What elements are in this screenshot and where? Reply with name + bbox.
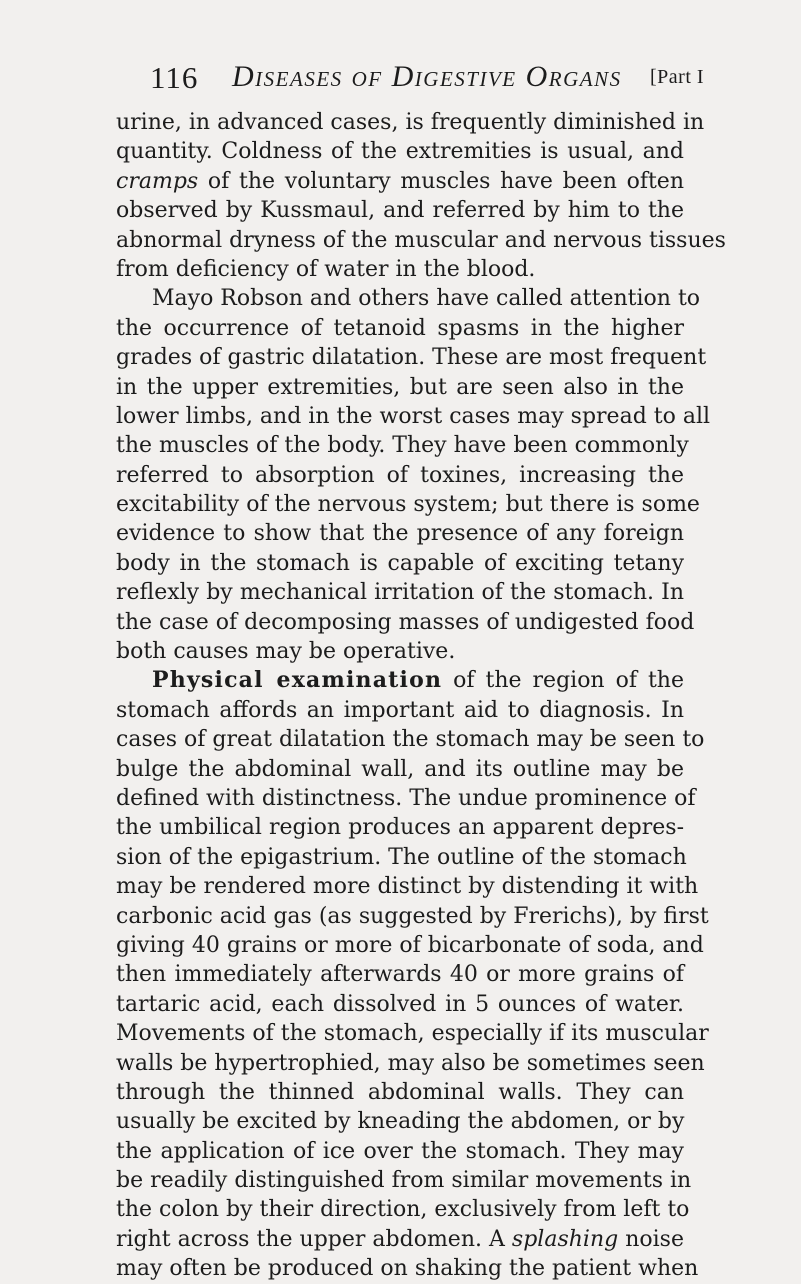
running-title: Diseases of Digestive Organs (232, 60, 622, 93)
text-line: Mayo Robson and others have called attention to (152, 286, 701, 312)
text-line: tartaric acid, each dissolved in 5 ounces of water. (116, 991, 684, 1017)
text-line: lower limbs, and in the worst cases may spread to all (116, 403, 711, 429)
running-head (150, 60, 750, 100)
text-line: reflexly by mechanical irritation of the stomach. In (116, 580, 684, 606)
text-line: quantity. Coldness of the extremities is usual, and (116, 139, 684, 165)
text-line: cramps of the voluntary muscles have been often (116, 168, 684, 194)
emphasis-splashing: splashing (511, 1226, 619, 1252)
text-line: may often be produced on shaking the patient when (116, 1256, 699, 1282)
text-line: in the upper extremities, but are seen also in the (116, 374, 684, 400)
text-line: the colon by their direction, exclusively from left to (116, 1197, 690, 1223)
text-line: stomach affords an important aid to diagnosis. In (116, 697, 684, 723)
text-line: then immediately afterwards 40 or more grains of (116, 962, 684, 988)
text-line: evidence to show that the presence of any foreign (116, 521, 684, 547)
text-line: may be rendered more distinct by distending it with (116, 874, 699, 900)
page-number: 116 (150, 60, 199, 95)
text-line: the muscles of the body. They have been commonly (116, 433, 689, 459)
text-line: sion of the epigastrium. The outline of the stomach (116, 844, 687, 870)
body-text (116, 108, 726, 1284)
text-line: Movements of the stomach, especially if its muscular (116, 1021, 709, 1047)
text-line: the umbilical region produces an apparent depres- (116, 815, 684, 841)
text-line: urine, in advanced cases, is frequently diminished in (116, 110, 705, 135)
text-line: Physical examination of the region of the (152, 667, 684, 694)
text-line: the case of decomposing masses of undigested food (116, 609, 695, 635)
text-line: observed by Kussmaul, and referred by him to the (116, 198, 684, 224)
text-line: both causes may be operative. (116, 639, 456, 665)
text-line: grades of gastric dilatation. These are most frequent (116, 345, 707, 371)
text-line: defined with distinctness. The undue prominence of (116, 785, 696, 811)
text-line: walls be hypertrophied, may also be sometimes seen (116, 1050, 705, 1076)
text-line: carbonic acid gas (as suggested by Frerichs), by first (116, 903, 709, 929)
text-line: referred to absorption of toxines, increasing the (116, 462, 684, 488)
text-line: bulge the abdominal wall, and its outline may be (116, 756, 684, 782)
part-label: [Part I (650, 66, 705, 88)
text-line: giving 40 grains or more of bicarbonate of soda, and (116, 932, 704, 958)
text-line: the occurrence of tetanoid spasms in the higher (116, 315, 684, 341)
text-line: the application of ice over the stomach. They may (116, 1138, 684, 1164)
text-line: excitability of the nervous system; but there is some (116, 492, 700, 518)
text-line: be readily distinguished from similar movements in (116, 1168, 692, 1194)
emphasis-cramps: cramps (116, 168, 199, 194)
text-line: from deficiency of water in the blood. (116, 256, 536, 282)
text-line: body in the stomach is capable of exciting tetany (116, 550, 684, 576)
text-line: through the thinned abdominal walls. They can (116, 1079, 684, 1105)
text-line: usually be excited by kneading the abdomen, or by (116, 1109, 685, 1135)
text-line: right across the upper abdomen. A splashing noise (116, 1226, 684, 1252)
section-heading-physical-examination: Physical examination (152, 667, 443, 694)
text-line: cases of great dilatation the stomach may be seen to (116, 727, 705, 753)
text-line: abnormal dryness of the muscular and nervous tissues (116, 227, 726, 253)
